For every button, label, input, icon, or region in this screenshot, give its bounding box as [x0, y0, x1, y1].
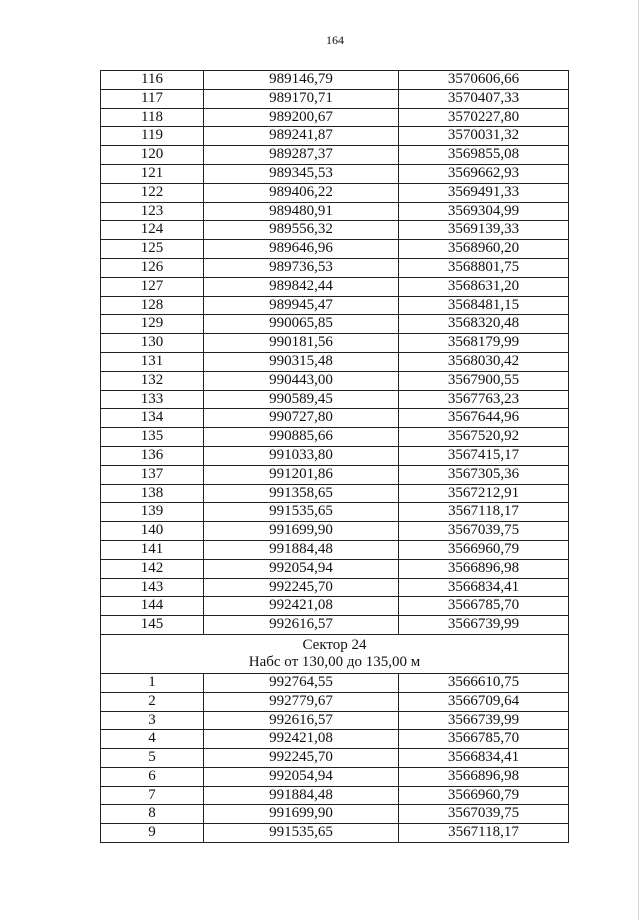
table-row [101, 446, 569, 465]
y-coordinate-cell: 3567118,17 [399, 503, 569, 522]
table-row [101, 540, 569, 559]
table-row [101, 390, 569, 409]
point-number-cell: 133 [101, 390, 204, 409]
point-number-cell: 134 [101, 409, 204, 428]
y-coordinate-cell: 3569304,99 [399, 202, 569, 221]
x-coordinate-cell: 992421,08 [204, 597, 399, 616]
x-coordinate-cell: 991358,65 [204, 484, 399, 503]
point-number-cell: 125 [101, 240, 204, 259]
x-coordinate-cell: 990589,45 [204, 390, 399, 409]
point-number-cell: 9 [101, 824, 204, 843]
point-number-cell: 122 [101, 183, 204, 202]
y-coordinate-cell: 3566785,70 [399, 730, 569, 749]
y-coordinate-cell: 3566896,98 [399, 559, 569, 578]
point-number-cell: 141 [101, 540, 204, 559]
y-coordinate-cell: 3568481,15 [399, 296, 569, 315]
x-coordinate-cell: 990315,48 [204, 352, 399, 371]
y-coordinate-cell: 3567900,55 [399, 371, 569, 390]
sector-header-cell [101, 634, 569, 673]
table-row [101, 127, 569, 146]
table-row [101, 71, 569, 90]
y-coordinate-cell: 3570227,80 [399, 108, 569, 127]
table-row [101, 371, 569, 390]
table-row [101, 786, 569, 805]
y-coordinate-cell: 3567415,17 [399, 446, 569, 465]
table-row [101, 559, 569, 578]
table-row [101, 277, 569, 296]
point-number-cell: 132 [101, 371, 204, 390]
x-coordinate-cell: 991535,65 [204, 503, 399, 522]
x-coordinate-cell: 991699,90 [204, 805, 399, 824]
sector-title: Сектор 24 [302, 636, 367, 653]
x-coordinate-cell: 992764,55 [204, 673, 399, 692]
table-row [101, 221, 569, 240]
table-row [101, 258, 569, 277]
y-coordinate-cell: 3567118,17 [399, 824, 569, 843]
point-number-cell: 6 [101, 767, 204, 786]
x-coordinate-cell: 989736,53 [204, 258, 399, 277]
y-coordinate-cell: 3566709,64 [399, 692, 569, 711]
x-coordinate-cell: 990885,66 [204, 428, 399, 447]
point-number-cell: 144 [101, 597, 204, 616]
table-row [101, 805, 569, 824]
table-row [101, 578, 569, 597]
x-coordinate-cell: 992054,94 [204, 559, 399, 578]
y-coordinate-cell: 3568179,99 [399, 334, 569, 353]
table-row [101, 296, 569, 315]
y-coordinate-cell: 3570031,32 [399, 127, 569, 146]
point-number-cell: 140 [101, 522, 204, 541]
point-number-cell: 131 [101, 352, 204, 371]
x-coordinate-cell: 989945,47 [204, 296, 399, 315]
point-number-cell: 121 [101, 164, 204, 183]
point-number-cell: 137 [101, 465, 204, 484]
y-coordinate-cell: 3568030,42 [399, 352, 569, 371]
x-coordinate-cell: 991535,65 [204, 824, 399, 843]
point-number-cell: 4 [101, 730, 204, 749]
y-coordinate-cell: 3567039,75 [399, 805, 569, 824]
x-coordinate-cell: 989480,91 [204, 202, 399, 221]
point-number-cell: 143 [101, 578, 204, 597]
x-coordinate-cell: 992421,08 [204, 730, 399, 749]
point-number-cell: 120 [101, 146, 204, 165]
point-number-cell: 117 [101, 89, 204, 108]
coordinates-table [100, 70, 569, 843]
x-coordinate-cell: 991033,80 [204, 446, 399, 465]
y-coordinate-cell: 3566896,98 [399, 767, 569, 786]
x-coordinate-cell: 989146,79 [204, 71, 399, 90]
table-row [101, 484, 569, 503]
table-row [101, 89, 569, 108]
table-row [101, 673, 569, 692]
table-row [101, 240, 569, 259]
table-row [101, 164, 569, 183]
y-coordinate-cell: 3570407,33 [399, 89, 569, 108]
y-coordinate-cell: 3567644,96 [399, 409, 569, 428]
point-number-cell: 129 [101, 315, 204, 334]
y-coordinate-cell: 3566739,99 [399, 711, 569, 730]
x-coordinate-cell: 990727,80 [204, 409, 399, 428]
scan-page-edge [638, 0, 639, 920]
x-coordinate-cell: 992245,70 [204, 749, 399, 768]
y-coordinate-cell: 3569139,33 [399, 221, 569, 240]
point-number-cell: 119 [101, 127, 204, 146]
y-coordinate-cell: 3566785,70 [399, 597, 569, 616]
table-row [101, 522, 569, 541]
point-number-cell: 142 [101, 559, 204, 578]
x-coordinate-cell: 991884,48 [204, 786, 399, 805]
y-coordinate-cell: 3567212,91 [399, 484, 569, 503]
point-number-cell: 118 [101, 108, 204, 127]
x-coordinate-cell: 989345,53 [204, 164, 399, 183]
table-row [101, 616, 569, 635]
point-number-cell: 116 [101, 71, 204, 90]
table-row [101, 824, 569, 843]
x-coordinate-cell: 989170,71 [204, 89, 399, 108]
table-row [101, 730, 569, 749]
point-number-cell: 136 [101, 446, 204, 465]
table-row [101, 767, 569, 786]
table-row [101, 409, 569, 428]
x-coordinate-cell: 992779,67 [204, 692, 399, 711]
point-number-cell: 139 [101, 503, 204, 522]
x-coordinate-cell: 992245,70 [204, 578, 399, 597]
point-number-cell: 124 [101, 221, 204, 240]
coordinates-table-body [101, 71, 569, 843]
point-number-cell: 2 [101, 692, 204, 711]
table-row [101, 146, 569, 165]
table-row [101, 711, 569, 730]
point-number-cell: 3 [101, 711, 204, 730]
table-row [101, 108, 569, 127]
point-number-cell: 128 [101, 296, 204, 315]
y-coordinate-cell: 3569491,33 [399, 183, 569, 202]
y-coordinate-cell: 3566960,79 [399, 540, 569, 559]
y-coordinate-cell: 3567305,36 [399, 465, 569, 484]
x-coordinate-cell: 989842,44 [204, 277, 399, 296]
table-row [101, 749, 569, 768]
y-coordinate-cell: 3568960,20 [399, 240, 569, 259]
y-coordinate-cell: 3566610,75 [399, 673, 569, 692]
y-coordinate-cell: 3568801,75 [399, 258, 569, 277]
table-row [101, 428, 569, 447]
x-coordinate-cell: 989200,67 [204, 108, 399, 127]
y-coordinate-cell: 3566739,99 [399, 616, 569, 635]
point-number-cell: 135 [101, 428, 204, 447]
point-number-cell: 5 [101, 749, 204, 768]
x-coordinate-cell: 992616,57 [204, 616, 399, 635]
table-row [101, 352, 569, 371]
point-number-cell: 8 [101, 805, 204, 824]
point-number-cell: 123 [101, 202, 204, 221]
point-number-cell: 7 [101, 786, 204, 805]
x-coordinate-cell: 989406,22 [204, 183, 399, 202]
page-number: 164 [326, 33, 344, 47]
x-coordinate-cell: 990065,85 [204, 315, 399, 334]
table-row [101, 334, 569, 353]
point-number-cell: 1 [101, 673, 204, 692]
x-coordinate-cell: 991884,48 [204, 540, 399, 559]
table-row [101, 503, 569, 522]
y-coordinate-cell: 3567520,92 [399, 428, 569, 447]
x-coordinate-cell: 989646,96 [204, 240, 399, 259]
point-number-cell: 145 [101, 616, 204, 635]
x-coordinate-cell: 991699,90 [204, 522, 399, 541]
y-coordinate-cell: 3568320,48 [399, 315, 569, 334]
point-number-cell: 130 [101, 334, 204, 353]
x-coordinate-cell: 989241,87 [204, 127, 399, 146]
x-coordinate-cell: 989287,37 [204, 146, 399, 165]
y-coordinate-cell: 3568631,20 [399, 277, 569, 296]
table-row [101, 183, 569, 202]
y-coordinate-cell: 3567039,75 [399, 522, 569, 541]
y-coordinate-cell: 3567763,23 [399, 390, 569, 409]
table-row [101, 465, 569, 484]
x-coordinate-cell: 991201,86 [204, 465, 399, 484]
point-number-cell: 138 [101, 484, 204, 503]
y-coordinate-cell: 3566960,79 [399, 786, 569, 805]
table-row [101, 315, 569, 334]
x-coordinate-cell: 992616,57 [204, 711, 399, 730]
x-coordinate-cell: 989556,32 [204, 221, 399, 240]
point-number-cell: 127 [101, 277, 204, 296]
table-row [101, 597, 569, 616]
y-coordinate-cell: 3569855,08 [399, 146, 569, 165]
table-row [101, 692, 569, 711]
sector-height-range: Набс от 130,00 до 135,00 м [248, 654, 421, 671]
x-coordinate-cell: 990443,00 [204, 371, 399, 390]
sector-header-row [101, 634, 569, 673]
y-coordinate-cell: 3570606,66 [399, 71, 569, 90]
point-number-cell: 126 [101, 258, 204, 277]
table-row [101, 202, 569, 221]
x-coordinate-cell: 990181,56 [204, 334, 399, 353]
y-coordinate-cell: 3566834,41 [399, 578, 569, 597]
y-coordinate-cell: 3566834,41 [399, 749, 569, 768]
x-coordinate-cell: 992054,94 [204, 767, 399, 786]
y-coordinate-cell: 3569662,93 [399, 164, 569, 183]
